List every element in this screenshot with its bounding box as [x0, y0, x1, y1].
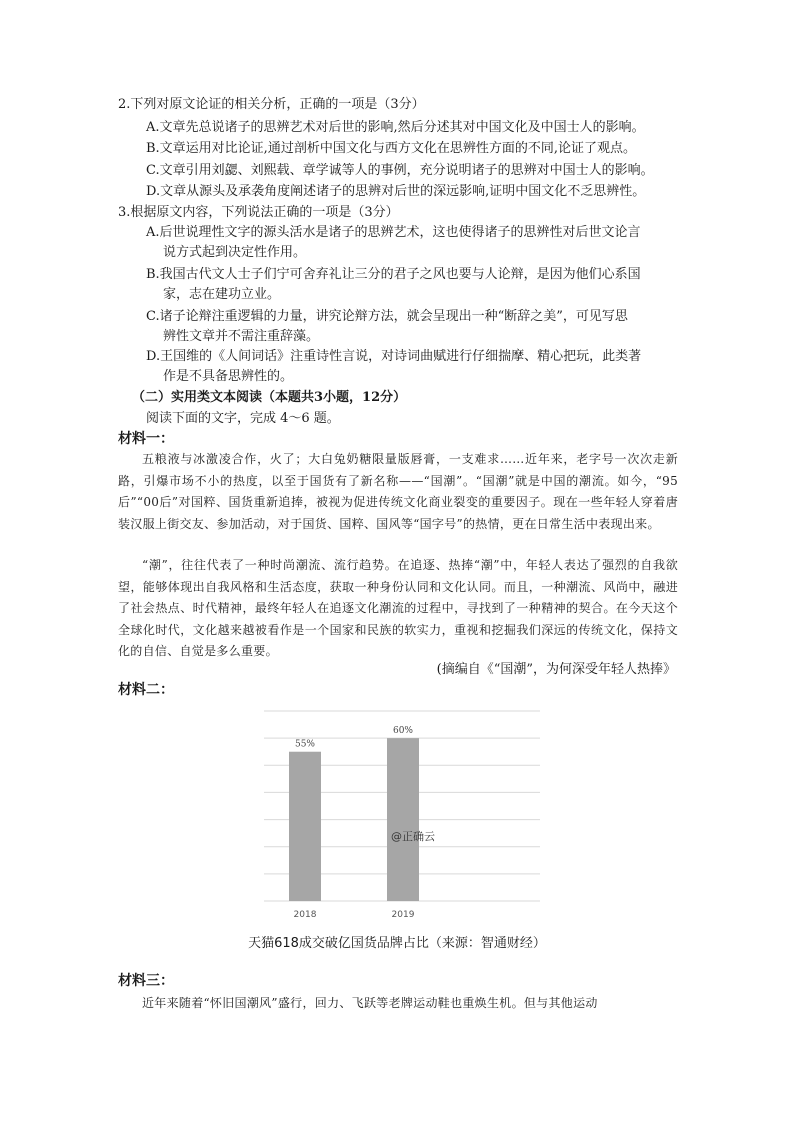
bar-value-label: 55% — [294, 739, 316, 750]
q2-option-d: D.文章从源头及承袭角度阐述诸子的思辨对后世的深远影响,证明中国文化不乏思辨性。 — [146, 184, 646, 199]
q2-option-a: A.文章先总说诸子的思辨艺术对后世的影响,然后分述其对中国文化及中国士人的影响。 — [146, 120, 645, 135]
x-tick-label: 2018 — [293, 910, 317, 920]
q3-option-c: C.诸子论辩注重逻辑的力量，讲究论辩方法，就会呈现出一种“断辞之美”，可见写思 — [146, 309, 628, 324]
material1-paragraph-2: “潮”，往往代表了一种时尚潮流、流行趋势。在追逐、热捧“潮”中，年轻人表达了强烈的自我欲望，能够体现出自我风格和生活态度，获取一种身份认同和文化认同。而且，一种潮流、风尚中，融进了社会热点、时代精神，最终年轻人在追逐文化潮流的过程中，寻找到了一种精神的契合。在今天这个全球化时代，文化越来越被看作是一个国家和民族的软实力，重视和挖掘我们深远的传统文化，保持文化的自信、自觉是多么重要。 — [118, 558, 678, 658]
material3-paragraph-1: 近年来随着“怀旧国潮风”盛行，回力、飞跃等老牌运动鞋也重焕生机。但与其他运动 — [142, 996, 598, 1010]
q3-option-d-cont: 作是不具备思辨性的。 — [163, 369, 294, 384]
chart-caption: 天猫618成交破亿国货品牌占比（来源：智通财经） — [248, 936, 546, 951]
bar-2018 — [289, 752, 321, 901]
x-tick-label: 2019 — [391, 910, 415, 920]
q3-option-a: A.后世说理性文字的源头活水是诸子的思辨艺术，这也使得诸子的思辨性对后世文论言 — [146, 225, 641, 240]
q3-option-b-cont: 家，志在建功立业。 — [163, 287, 281, 302]
material1-source: (摘编自《“国潮”，为何深受年轻人热捧》 — [436, 662, 676, 677]
q3-option-c-cont: 辨性文章并不需注重辞藻。 — [163, 329, 320, 344]
bar-2019 — [387, 738, 419, 901]
q3-option-b: B.我国古代文人士子们宁可舍弃礼让三分的君子之风也要与人论辩，是因为他们心系国 — [146, 267, 641, 282]
section-title: （二）实用类文本阅读（本题共3小题，12分） — [132, 390, 407, 405]
bar-chart-svg — [256, 703, 548, 923]
q3-option-d: D.王国维的《人间词话》注重诗性言说，对诗词曲赋进行仔细揣摩、精心把玩，此类著 — [146, 349, 642, 364]
bar-chart — [256, 703, 548, 923]
q3-stem: 3.根据原文内容，下列说法正确的一项是（3分） — [118, 205, 399, 220]
material1-paragraph-1: 五粮液与冰激凌合作，火了；大白兔奶糖限量版唇膏，一支难求……近年来，老字号一次次走新路，引爆市场不小的热度，以至于国货有了新名称——“国潮”。“国潮”就是中国的潮流。如今，“95后”“00后”对国粹、国货重新追捧，被视为促进传统文化商业裂变的重要因子。现在一些年轻人穿着唐装汉服上街交友、参加活动，对于国货、国粹、国风等“国字号”的热情，更在日常生活中表现出来。 — [118, 452, 678, 531]
bar-value-label: 60% — [392, 726, 414, 737]
q2-option-c: C.文章引用刘勰、刘熙载、章学诚等人的事例，充分说明诸子的思辨对中国士人的影响。 — [146, 163, 654, 178]
q2-stem: 2.下列对原文论证的相关分析，正确的一项是（3分） — [118, 97, 425, 112]
material3-label: 材料三： — [118, 973, 174, 989]
q3-option-a-cont: 说方式起到决定性作用。 — [163, 245, 307, 260]
section-instruction: 阅读下面的文字，完成 4～6 题。 — [146, 411, 340, 426]
q2-option-b: B.文章运用对比论证,通过剖析中国文化与西方文化在思辨性方面的不同,论证了观点。 — [146, 141, 636, 156]
material2-label: 材料二： — [118, 682, 174, 698]
chart-watermark: @正确云 — [391, 830, 435, 843]
material1-label: 材料一： — [118, 431, 174, 447]
